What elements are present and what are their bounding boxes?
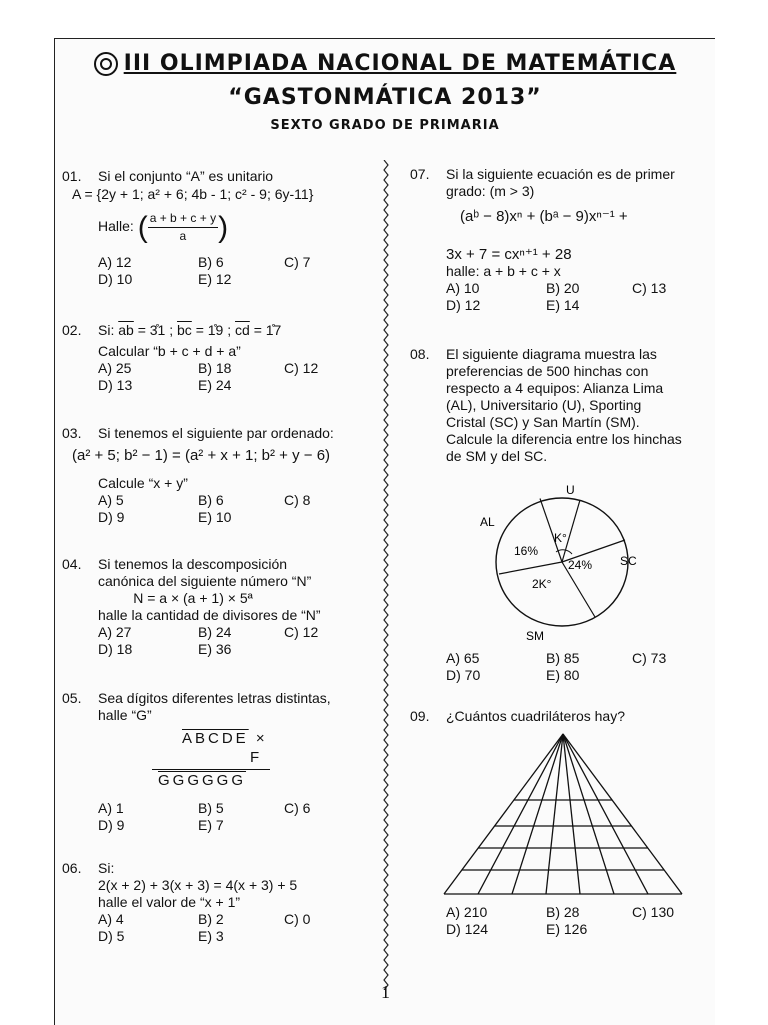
option-a[interactable]: A) 65 xyxy=(446,650,480,666)
pie-radius-sm xyxy=(499,562,562,574)
option-d[interactable]: D) 9 xyxy=(98,509,125,525)
option-c[interactable]: C) 73 xyxy=(632,650,667,666)
triangle-figure xyxy=(438,728,688,900)
option-e[interactable]: E) 24 xyxy=(198,377,232,393)
option-b[interactable]: B) 85 xyxy=(546,650,580,666)
q09-options xyxy=(446,904,712,938)
option-c[interactable]: C) 130 xyxy=(632,904,675,920)
option-c[interactable]: C) 0 xyxy=(284,911,311,927)
option-d[interactable]: D) 18 xyxy=(98,641,133,657)
option-e[interactable]: E) 10 xyxy=(198,509,232,525)
option-a[interactable]: A) 10 xyxy=(446,280,480,296)
pie-label-u: U xyxy=(566,483,575,497)
option-a[interactable]: A) 12 xyxy=(98,254,132,270)
option-b[interactable]: B) 24 xyxy=(198,624,232,640)
option-c[interactable]: C) 8 xyxy=(284,492,311,508)
q04-options xyxy=(98,624,398,658)
pie-label-sm: SM xyxy=(526,629,544,642)
pie-label-24: 24% xyxy=(568,558,593,572)
option-d[interactable]: D) 10 xyxy=(98,271,133,287)
option-b[interactable]: B) 28 xyxy=(546,904,580,920)
q05-options xyxy=(98,800,364,834)
pie-diagram xyxy=(470,482,650,642)
option-c[interactable]: C) 13 xyxy=(632,280,667,296)
q03-options xyxy=(98,492,364,526)
option-a[interactable]: A) 25 xyxy=(98,360,132,376)
option-b[interactable]: B) 6 xyxy=(198,492,224,508)
option-a[interactable]: A) 5 xyxy=(98,492,124,508)
exam-title: III OLIMPIADA NACIONAL DE MATEMÁTICA xyxy=(55,51,715,76)
option-e[interactable]: E) 14 xyxy=(546,297,580,313)
q01-expression: Halle: ( $\frac{a + b + c + y}{a}$ ) xyxy=(98,211,229,244)
option-d[interactable]: D) 124 xyxy=(446,921,489,937)
pie-label-16: 16% xyxy=(514,544,539,558)
q08-options xyxy=(446,650,712,684)
exam-grade: SEXTO GRADO DE PRIMARIA xyxy=(270,118,500,133)
option-d[interactable]: D) 5 xyxy=(98,928,125,944)
option-c[interactable]: C) 12 xyxy=(284,624,319,640)
option-d[interactable]: D) 13 xyxy=(98,377,133,393)
exam-subtitle: “GASTONMÁTICA 2013” xyxy=(228,85,542,110)
page-number: 1 xyxy=(381,982,390,1002)
option-d[interactable]: D) 12 xyxy=(446,297,481,313)
option-a[interactable]: A) 210 xyxy=(446,904,488,920)
option-e[interactable]: E) 36 xyxy=(198,641,232,657)
olympiad-logo-icon xyxy=(94,52,118,76)
option-b[interactable]: B) 6 xyxy=(198,254,224,270)
pie-label-al: AL xyxy=(480,515,495,529)
option-e[interactable]: E) 12 xyxy=(198,271,232,287)
q07-options xyxy=(446,280,712,314)
option-e[interactable]: E) 80 xyxy=(546,667,580,683)
option-b[interactable]: B) 2 xyxy=(198,911,224,927)
option-b[interactable]: B) 5 xyxy=(198,800,224,816)
option-a[interactable]: A) 1 xyxy=(98,800,124,816)
q02-options xyxy=(98,360,398,394)
pie-label-k: K° xyxy=(554,531,567,545)
pie-label-2k: 2K° xyxy=(532,577,552,591)
option-c[interactable]: C) 6 xyxy=(284,800,311,816)
option-d[interactable]: D) 9 xyxy=(98,817,125,833)
option-c[interactable]: C) 12 xyxy=(284,360,319,376)
option-b[interactable]: B) 18 xyxy=(198,360,232,376)
pie-label-sc: SC xyxy=(620,554,637,568)
option-a[interactable]: A) 4 xyxy=(98,911,124,927)
option-a[interactable]: A) 27 xyxy=(98,624,132,640)
option-e[interactable]: E) 126 xyxy=(546,921,588,937)
option-c[interactable]: C) 7 xyxy=(284,254,311,270)
option-e[interactable]: E) 7 xyxy=(198,817,224,833)
q06-options xyxy=(98,911,398,945)
option-d[interactable]: D) 70 xyxy=(446,667,481,683)
option-b[interactable]: B) 20 xyxy=(546,280,580,296)
q01-options xyxy=(98,254,364,288)
option-e[interactable]: E) 3 xyxy=(198,928,224,944)
